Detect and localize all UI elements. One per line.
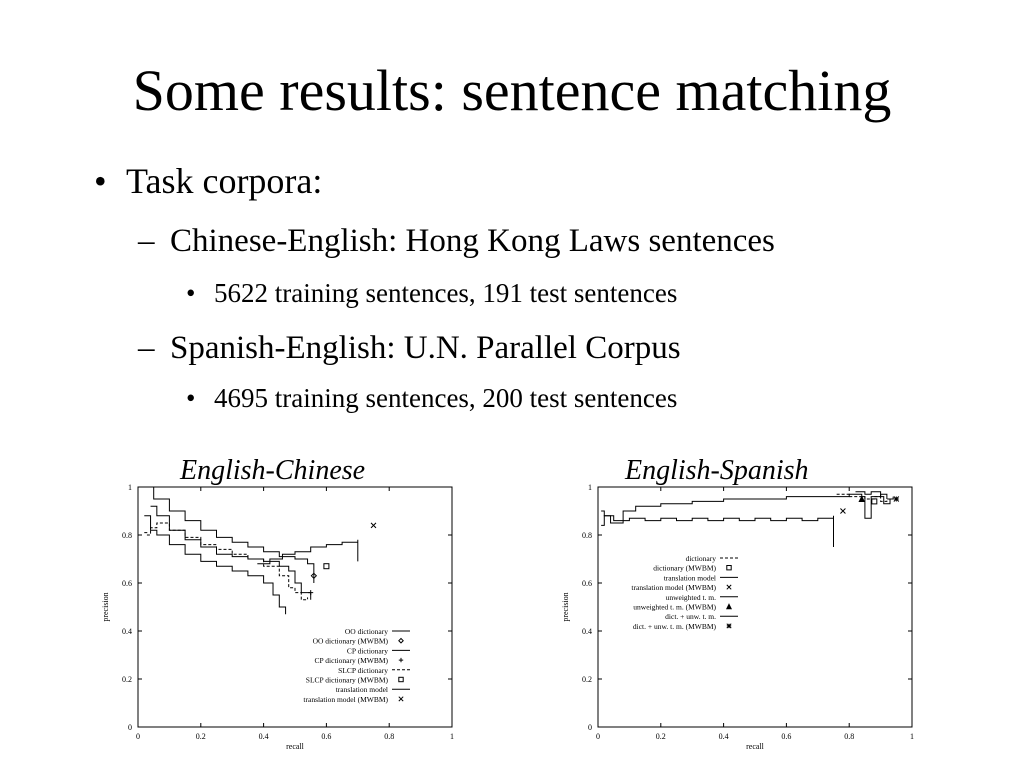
y-axis-label: precision [561,592,570,622]
legend-label: translation model (MWBM) [631,583,716,593]
x-tick-label: 1 [450,732,454,741]
legend-swatch [399,639,403,643]
y-tick-label: 0.8 [122,531,132,540]
bullet-marker: • [186,278,196,308]
legend-label: dictionary (MWBM) [653,563,716,573]
legend-label: OO dictionary (MWBM) [312,636,388,646]
legend-label: SLCP dictionary [338,665,388,675]
bullet-marker: • [186,383,196,413]
legend-swatch [399,677,403,681]
y-tick-label: 1 [128,483,132,492]
legend-label: CP dictionary [346,646,388,656]
bullet-marker: • [94,161,107,201]
legend-label: OO dictionary [344,627,388,636]
series-line [601,511,833,547]
x-tick-label: 0 [136,732,140,741]
sub-bullet-chinese-english [138,225,775,258]
plot-frame [138,487,452,727]
legend-label: dict. + unw. t. m. (MWBM) [632,621,716,631]
legend-swatch [727,566,731,570]
x-tick-label: 0.8 [384,732,395,741]
legend-label: SLCP dictionary (MWBM) [305,675,388,685]
y-tick-label: 0.8 [582,531,592,540]
chart-english-spanish [540,478,930,753]
bullet-text: Spanish-English: U.N. Parallel Corpus [170,330,681,366]
series-point [840,509,845,514]
y-tick-label: 0 [588,723,592,732]
series-point [371,523,376,528]
legend-swatch [399,658,403,662]
legend-label: translation model [663,573,716,583]
legend-label: CP dictionary (MWBM) [314,656,388,666]
legend-swatch [727,624,731,628]
x-tick-label: 1 [910,732,914,741]
series-point [872,499,877,504]
x-axis-label: recall [286,742,304,751]
x-tick-label: 0.6 [781,732,792,741]
slide-title: Some results: sentence matching [132,58,892,123]
x-tick-label: 0.2 [655,732,666,741]
legend-label: unweighted t. m. (MWBM) [633,602,716,612]
legend-label: dictionary [685,554,716,563]
bullet-text: 5622 training sentences, 191 test sentences [214,278,678,308]
x-tick-label: 0.4 [718,732,729,741]
legend-label: unweighted t. m. [665,592,716,602]
dash-marker: – [138,223,155,259]
sub-bullet-spanish-english [138,332,681,365]
series-point [859,497,864,502]
x-tick-label: 0.8 [844,732,855,741]
bullet-task-corpora [94,163,322,199]
legend-swatch [727,604,731,608]
y-tick-label: 0 [128,723,132,732]
legend-label: translation model (MWBM) [303,694,388,704]
series-point [324,564,329,569]
legend-swatch [727,585,731,589]
dash-marker: – [138,330,155,366]
x-tick-label: 0.4 [258,732,269,741]
y-tick-label: 0.2 [122,675,132,684]
x-tick-label: 0 [596,732,600,741]
y-axis-label: precision [101,592,110,622]
x-axis-label: recall [746,742,764,751]
series-point [308,590,313,595]
y-tick-label: 1 [588,483,592,492]
x-tick-label: 0.2 [195,732,206,741]
chart-title-english-chinese: English-Chinese [180,455,366,486]
series-point [894,497,899,502]
y-tick-label: 0.6 [582,579,592,588]
legend-label: dict. + unw. t. m. [665,612,716,622]
bullet-text: Chinese-English: Hong Kong Laws sentences [170,223,775,259]
y-tick-label: 0.6 [122,579,132,588]
bullet-text: Task corpora: [126,161,323,201]
sub-sub-bullet-spanish-counts [186,385,677,412]
x-tick-label: 0.6 [321,732,332,741]
series-line [151,506,311,600]
legend-swatch [399,697,403,701]
chart-title-english-spanish: English-Spanish [625,455,809,486]
sub-sub-bullet-chinese-counts [186,280,677,307]
chart-english-chinese [80,478,470,753]
y-tick-label: 0.2 [582,675,592,684]
legend-label: translation model [335,685,388,695]
y-tick-label: 0.4 [122,627,132,636]
bullet-text: 4695 training sentences, 200 test sentences [214,383,678,413]
y-tick-label: 0.4 [582,627,592,636]
